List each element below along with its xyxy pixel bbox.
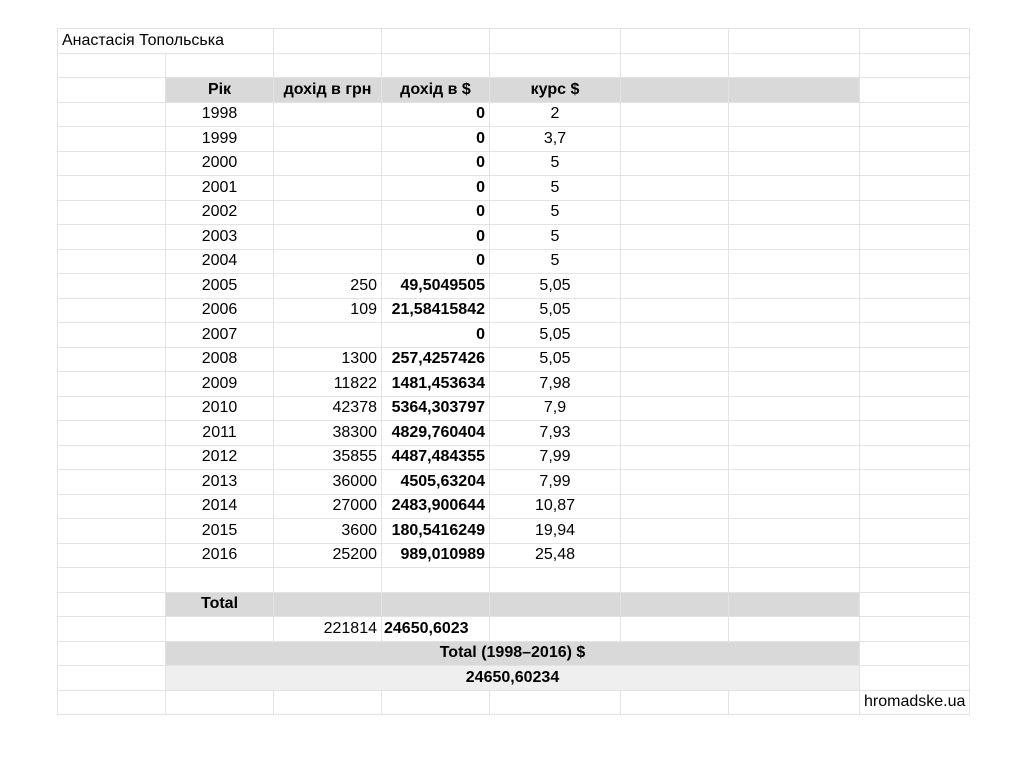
grand-total-value: 24650,60234 bbox=[166, 666, 860, 691]
header-row bbox=[58, 78, 970, 103]
table-row bbox=[58, 102, 970, 127]
year-cell: 2012 bbox=[166, 445, 274, 470]
income-uah-cell: 11822 bbox=[274, 372, 382, 397]
table-row bbox=[58, 323, 970, 348]
year-cell: 2003 bbox=[166, 225, 274, 250]
table-row bbox=[58, 176, 970, 201]
income-usd-cell: 5364,303797 bbox=[382, 396, 490, 421]
year-cell: 2007 bbox=[166, 323, 274, 348]
table-row bbox=[58, 249, 970, 274]
income-usd-cell: 21,58415842 bbox=[382, 298, 490, 323]
table-row bbox=[58, 274, 970, 299]
exchange-rate-cell: 5,05 bbox=[490, 323, 621, 348]
income-uah-cell bbox=[274, 176, 382, 201]
header-income-usd: дохід в $ bbox=[382, 78, 490, 103]
income-usd-cell: 0 bbox=[382, 225, 490, 250]
income-usd-cell: 0 bbox=[382, 200, 490, 225]
exchange-rate-cell: 25,48 bbox=[490, 543, 621, 568]
author-row bbox=[58, 29, 970, 54]
income-uah-cell: 109 bbox=[274, 298, 382, 323]
income-usd-cell: 0 bbox=[382, 249, 490, 274]
total-label: Total bbox=[166, 592, 274, 617]
header-year: Рік bbox=[166, 78, 274, 103]
table-row bbox=[58, 151, 970, 176]
year-cell: 2001 bbox=[166, 176, 274, 201]
income-usd-cell: 0 bbox=[382, 127, 490, 152]
income-uah-cell bbox=[274, 200, 382, 225]
author-name: Анастасія Топольська bbox=[58, 29, 274, 54]
exchange-rate-cell: 5 bbox=[490, 151, 621, 176]
income-usd-cell: 257,4257426 bbox=[382, 347, 490, 372]
year-cell: 2015 bbox=[166, 519, 274, 544]
table-row bbox=[58, 225, 970, 250]
income-uah-cell: 3600 bbox=[274, 519, 382, 544]
income-uah-cell: 25200 bbox=[274, 543, 382, 568]
year-cell: 2011 bbox=[166, 421, 274, 446]
year-cell: 2013 bbox=[166, 470, 274, 495]
table-row bbox=[58, 372, 970, 397]
income-usd-cell: 0 bbox=[382, 323, 490, 348]
table-row bbox=[58, 200, 970, 225]
exchange-rate-cell: 5 bbox=[490, 200, 621, 225]
income-uah-cell: 250 bbox=[274, 274, 382, 299]
grand-total-label-row bbox=[58, 641, 970, 666]
table-row bbox=[58, 470, 970, 495]
year-cell: 2016 bbox=[166, 543, 274, 568]
table-row bbox=[58, 494, 970, 519]
exchange-rate-cell: 5 bbox=[490, 249, 621, 274]
source-label: hromadske.ua bbox=[860, 690, 970, 715]
income-uah-cell: 42378 bbox=[274, 396, 382, 421]
income-usd-cell: 180,5416249 bbox=[382, 519, 490, 544]
year-cell: 2010 bbox=[166, 396, 274, 421]
grand-total-label: Total (1998–2016) $ bbox=[166, 641, 860, 666]
income-usd-cell: 49,5049505 bbox=[382, 274, 490, 299]
income-uah-cell bbox=[274, 249, 382, 274]
income-uah-cell bbox=[274, 225, 382, 250]
year-cell: 2002 bbox=[166, 200, 274, 225]
income-usd-cell: 4505,63204 bbox=[382, 470, 490, 495]
year-cell: 2014 bbox=[166, 494, 274, 519]
spreadsheet-grid bbox=[57, 28, 970, 715]
table-row bbox=[58, 421, 970, 446]
income-uah-cell: 38300 bbox=[274, 421, 382, 446]
exchange-rate-cell: 5 bbox=[490, 225, 621, 250]
total-label-row bbox=[58, 592, 970, 617]
income-uah-cell bbox=[274, 151, 382, 176]
exchange-rate-cell: 5,05 bbox=[490, 274, 621, 299]
income-uah-cell bbox=[274, 323, 382, 348]
exchange-rate-cell: 5,05 bbox=[490, 347, 621, 372]
exchange-rate-cell: 7,99 bbox=[490, 445, 621, 470]
total-income-uah: 221814 bbox=[274, 617, 382, 642]
table-row bbox=[58, 347, 970, 372]
table-row bbox=[58, 445, 970, 470]
year-cell: 2004 bbox=[166, 249, 274, 274]
income-usd-cell: 0 bbox=[382, 102, 490, 127]
income-usd-cell: 4487,484355 bbox=[382, 445, 490, 470]
table-row bbox=[58, 519, 970, 544]
footer-row bbox=[58, 690, 970, 715]
income-uah-cell: 1300 bbox=[274, 347, 382, 372]
grand-total-value-row bbox=[58, 666, 970, 691]
exchange-rate-cell: 3,7 bbox=[490, 127, 621, 152]
income-usd-cell: 1481,453634 bbox=[382, 372, 490, 397]
table-row bbox=[58, 127, 970, 152]
year-cell: 2008 bbox=[166, 347, 274, 372]
header-exchange-rate: курс $ bbox=[490, 78, 621, 103]
total-values-row bbox=[58, 617, 970, 642]
exchange-rate-cell: 5,05 bbox=[490, 298, 621, 323]
income-usd-cell: 0 bbox=[382, 151, 490, 176]
income-uah-cell bbox=[274, 102, 382, 127]
exchange-rate-cell: 2 bbox=[490, 102, 621, 127]
income-usd-cell: 0 bbox=[382, 176, 490, 201]
income-uah-cell: 36000 bbox=[274, 470, 382, 495]
year-cell: 1998 bbox=[166, 102, 274, 127]
exchange-rate-cell: 10,87 bbox=[490, 494, 621, 519]
income-uah-cell bbox=[274, 127, 382, 152]
income-uah-cell: 27000 bbox=[274, 494, 382, 519]
table-row bbox=[58, 543, 970, 568]
exchange-rate-cell: 7,98 bbox=[490, 372, 621, 397]
income-usd-cell: 2483,900644 bbox=[382, 494, 490, 519]
exchange-rate-cell: 7,99 bbox=[490, 470, 621, 495]
exchange-rate-cell: 19,94 bbox=[490, 519, 621, 544]
year-cell: 2006 bbox=[166, 298, 274, 323]
income-usd-cell: 989,010989 bbox=[382, 543, 490, 568]
empty-row bbox=[58, 53, 970, 78]
year-cell: 2009 bbox=[166, 372, 274, 397]
table-row bbox=[58, 396, 970, 421]
year-cell: 2000 bbox=[166, 151, 274, 176]
header-income-uah: дохід в грн bbox=[274, 78, 382, 103]
exchange-rate-cell: 7,93 bbox=[490, 421, 621, 446]
year-cell: 2005 bbox=[166, 274, 274, 299]
total-income-usd: 24650,6023 bbox=[382, 617, 490, 642]
income-uah-cell: 35855 bbox=[274, 445, 382, 470]
table-row bbox=[58, 298, 970, 323]
exchange-rate-cell: 5 bbox=[490, 176, 621, 201]
exchange-rate-cell: 7,9 bbox=[490, 396, 621, 421]
year-cell: 1999 bbox=[166, 127, 274, 152]
empty-row bbox=[58, 568, 970, 593]
income-usd-cell: 4829,760404 bbox=[382, 421, 490, 446]
